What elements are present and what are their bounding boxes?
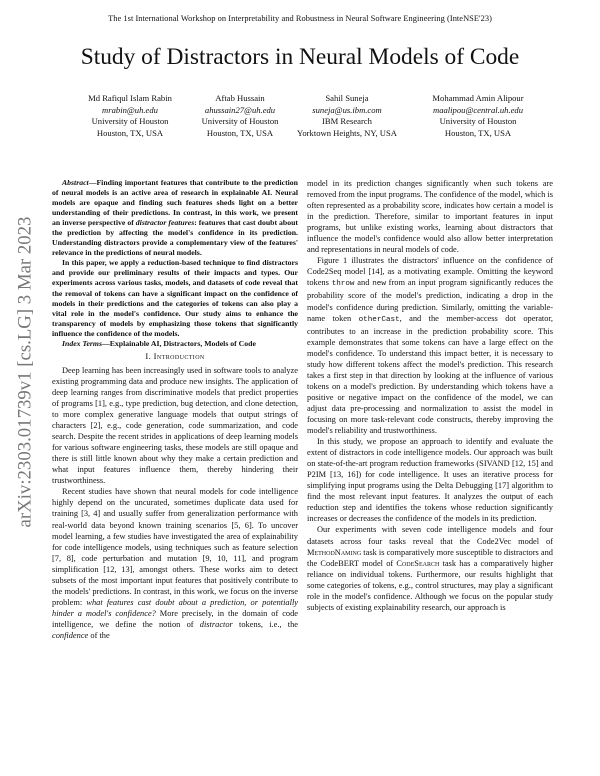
right-column	[307, 178, 553, 613]
author-location: Houston, TX, USA	[96, 127, 164, 138]
abstract-paragraph-1: Abstract—Finding important features that contribute to the prediction of neural models is an active area of research in explainable AI. Neural models are opaque and finding such features sheds light on a better understanding of their predictions. In contrast, in this work, we present an inverse perspective of distractor features: features that cast doubt about the prediction by affecting the model's confidence in its prediction. Understanding distractors provide a complementary view of the features' relevance in the predictions of neural models.	[52, 178, 298, 258]
abstract-label: Abstract	[62, 178, 89, 187]
author-affiliation: University of Houston	[439, 116, 517, 127]
paragraph-text: from an input program significantly reduces the probability score of the model's prediction, indicating a drop in the model's confidence during prediction. Similarly, omitting the variable-name token	[307, 278, 553, 323]
author-email: mrabin@uh.edu	[102, 104, 158, 115]
author-location: Yorktown Heights, NY, USA	[297, 127, 397, 138]
author-block	[0, 93, 600, 153]
code-token-othercast: otherCast	[358, 315, 400, 324]
right-paragraph-approach: In this study, we propose an approach to identify and evaluate the extent of distractors in code intelligence models. Our approach was built on state-of-the-art program reduction frameworks (SIVAND [12, 15] and P2IM [13, 16]) for code intelligence. It uses an iterative process for simplifying input programs using the Delta Debugging [17] algorithm to find the most relevant input features. It analyzes the output of each reduction step and identifies the tokens whose reduction significantly increases or decreases the confidence of the models in its prediction.	[307, 437, 553, 524]
author-name: Md Rafiqul Islam Rabin	[88, 93, 172, 103]
author-name: Sahil Suneja	[325, 93, 369, 103]
paragraph-text: task has a comparatively higher reliance on individual tokens. Furthermore, our results highlight that some categories of tokens, e.g., control structures, may play a significant role in the model's confidence. Although we focus on the popular study subjects of existing explainability research, our approach is	[307, 558, 553, 612]
research-question: what features cast doubt about a prediction, or potentially hinder a model's confidence?	[52, 597, 298, 618]
index-terms-text: Explainable AI, Distractors, Models of Code	[109, 338, 256, 348]
paragraph-text: Figure 1 illustrates the distractors' influence on the confidence of Code2Seq model [14], as a motivating example. Omitting the keyword tokens	[307, 256, 553, 288]
index-terms: Index Terms—Explainable AI, Distractors, Models of Code	[62, 338, 256, 348]
left-column	[52, 178, 298, 641]
abstract-emphasis: distractor features	[135, 218, 195, 228]
code-token-throw: throw	[331, 280, 355, 289]
paragraph-text: More precisely, in the domain of code intelligence, we define the notion of	[52, 608, 299, 629]
workshop-header: The 1st International Workshop on Interpretability and Robustness in Neural Software Engineering (InteNSE'23)	[108, 14, 492, 23]
arxiv-id: arXiv:2303.01739v1 [cs.LG] 3 Mar 2023	[14, 216, 36, 528]
right-paragraph-continued: model in its prediction changes significantly when such tokens are removed from the input programs. The confidence of the model, which is often represented as a probability score, indicates how certain a model is in the prediction. Therefore, similar to important features in input programs, but unlike existing works, learning about distractors that influence the model's confidence would also allow better interpretation and representations in neural models of code.	[307, 179, 553, 255]
author-3	[281, 93, 413, 139]
author-4	[408, 93, 548, 139]
index-terms-label: Index Terms	[62, 338, 102, 348]
term-distractor: distractor	[199, 619, 233, 629]
intro-paragraph-2	[52, 486, 298, 641]
author-location: Houston, TX, USA	[206, 127, 274, 138]
task-codesearch: CodeSearch	[396, 558, 440, 568]
paragraph-text: tokens, i.e., the	[232, 619, 298, 629]
author-affiliation: IBM Research	[322, 116, 372, 127]
arxiv-stamp	[5, 172, 45, 572]
author-email: maalipou@central.uh.edu	[432, 104, 523, 115]
paragraph-text: task is comparatively more susceptible to distractors and the CodeBERT model of	[307, 547, 553, 568]
abstract-text: Finding important features that contribute to the prediction of neural models is an active area of research in explainable AI. Neural models are opaque and finding such features sheds light on a better understanding of their predictions. In contrast, in this work, we present an inverse perspective of	[52, 178, 298, 228]
task-methodnaming: MethodNaming	[307, 547, 362, 557]
right-paragraph-experiments	[307, 524, 553, 612]
paragraph-text: Our experiments with seven code intelligence models and four datasets across four tasks reveal that the Code2Vec model of	[307, 525, 553, 546]
author-1	[70, 93, 190, 139]
abstract	[52, 178, 298, 339]
author-affiliation: University of Houston	[201, 116, 279, 127]
right-paragraph-figure-example	[307, 255, 553, 436]
author-name: Aftab Hussain	[215, 93, 265, 103]
paragraph-text: Recent studies have shown that neural models for code intelligence highly depend on the uncurated, sometimes duplicate data used for training [3, 4] and usually suffer from generalization performance with real-world data beyond known training scenarios [5, 6]. To uncover model learning, a few studies have investigated the area of explainability for code intelligence models, using techniques such as feature selection [7, 8], code perturbation and mutation [9, 10, 11], and program simplification [12, 13], amongst others. These works aim to detect subsets of the most important input features that positively contribute to the models' predictions. In contrast, in this work, we focus on the inverse problem:	[52, 487, 298, 607]
author-location: Houston, TX, USA	[444, 127, 512, 138]
term-confidence: confidence	[52, 630, 89, 640]
paper-title: Study of Distractors in Neural Models of Code	[80, 44, 520, 70]
author-name: Mohammad Amin Alipour	[432, 93, 524, 103]
intro-paragraph-1: Deep learning has been increasingly used in software tools to analyze existing programming data and produce new insights. The application of deep learning ranges from discriminative models that predict properties of programs [1], e.g., type prediction, bug detection, and clone detection, to more complex generative language models that output strings of characters [2], e.g., code generation, code summarization, and code search. Despite the recent strides in applications of deep learning models for various software engineering tasks, these models are still opaque and there is still little known about why they make a certain prediction and what input features influence them, thereby hindering their trustworthiness.	[52, 365, 298, 486]
abstract-text: : features that cast doubt about the prediction by affecting the model's confidence in its prediction. Understanding distractors provide a complementary view of the features' relevance in the predictions of neural models.	[52, 218, 298, 258]
author-email: ahussain27@uh.edu	[204, 104, 276, 115]
paragraph-text: of the	[88, 630, 110, 640]
section-heading-introduction: I. Introduction	[145, 350, 205, 361]
code-token-new: new	[372, 280, 386, 289]
author-affiliation: University of Houston	[91, 116, 169, 127]
paragraph-text: , and the member-access dot operator, contributes to an increase in the prediction probability score. This example demonstrates that some tokens can have a large effect on the model's confidence. To understand this impact better, it is necessary to study how different tokens affect the model's prediction. This research takes a first step in that direction by looking at the influence of various tokens on a model's prediction. By understanding which tokens have a positive or negative impact on the confidence of the model, we can adjust data pre-processing and normalization to assist the model in focusing on more task-relevant code constructs, thereby improving the model's reliability and trustworthiness.	[307, 313, 553, 436]
abstract-paragraph-2: In this paper, we apply a reduction-based technique to find distractors and provide our preliminary results of their impacts and types. Our experiments across various tasks, models, and datasets of code reveal that the removal of tokens can have a significant impact on the confidence of models in their predictions and the categories of tokens can also play a vital role in the model's confidence. Our study aims to enhance the transparency of models by emphasizing those tokens that significantly influence the confidence of the models.	[52, 258, 298, 338]
paragraph-text: and	[354, 278, 373, 288]
author-email: suneja@us.ibm.com	[312, 104, 382, 115]
